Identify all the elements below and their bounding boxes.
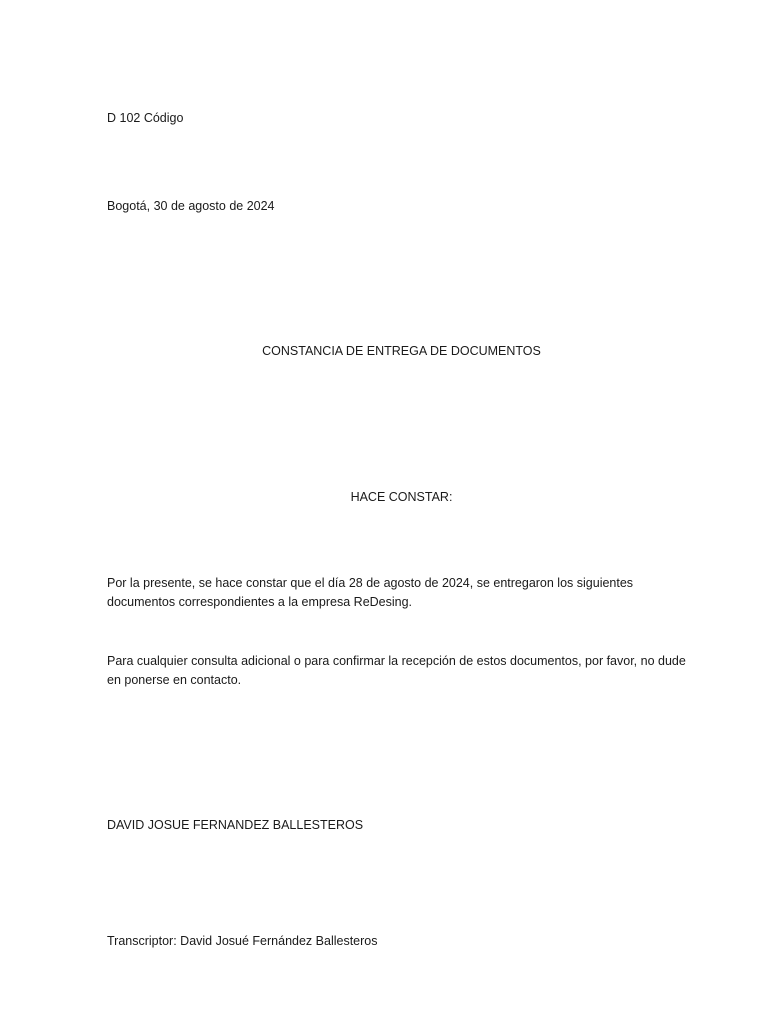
paragraph-line: Para cualquier consulta adicional o para confirmar la recepción de estos documentos, por favor, no dude	[107, 654, 686, 668]
place-and-date: Bogotá, 30 de agosto de 2024	[107, 199, 275, 213]
document-subtitle: HACE CONSTAR:	[350, 490, 453, 504]
paragraph-line: en ponerse en contacto.	[107, 673, 242, 687]
signature-name: DAVID JOSUE FERNANDEZ BALLESTEROS	[107, 818, 364, 832]
paragraph-delivery	[107, 574, 697, 612]
transcriptor-line: Transcriptor: David Josué Fernández Ballesteros	[107, 934, 378, 948]
paragraph-line: Por la presente, se hace constar que el día 28 de agosto de 2024, se entregaron los siguientes	[107, 576, 634, 590]
paragraph-line: documentos correspondientes a la empresa ReDesing.	[107, 595, 413, 609]
document-code: D 102 Código	[107, 111, 184, 125]
document-title: CONSTANCIA DE ENTREGA DE DOCUMENTOS	[262, 344, 541, 358]
paragraph-contact	[107, 652, 697, 690]
